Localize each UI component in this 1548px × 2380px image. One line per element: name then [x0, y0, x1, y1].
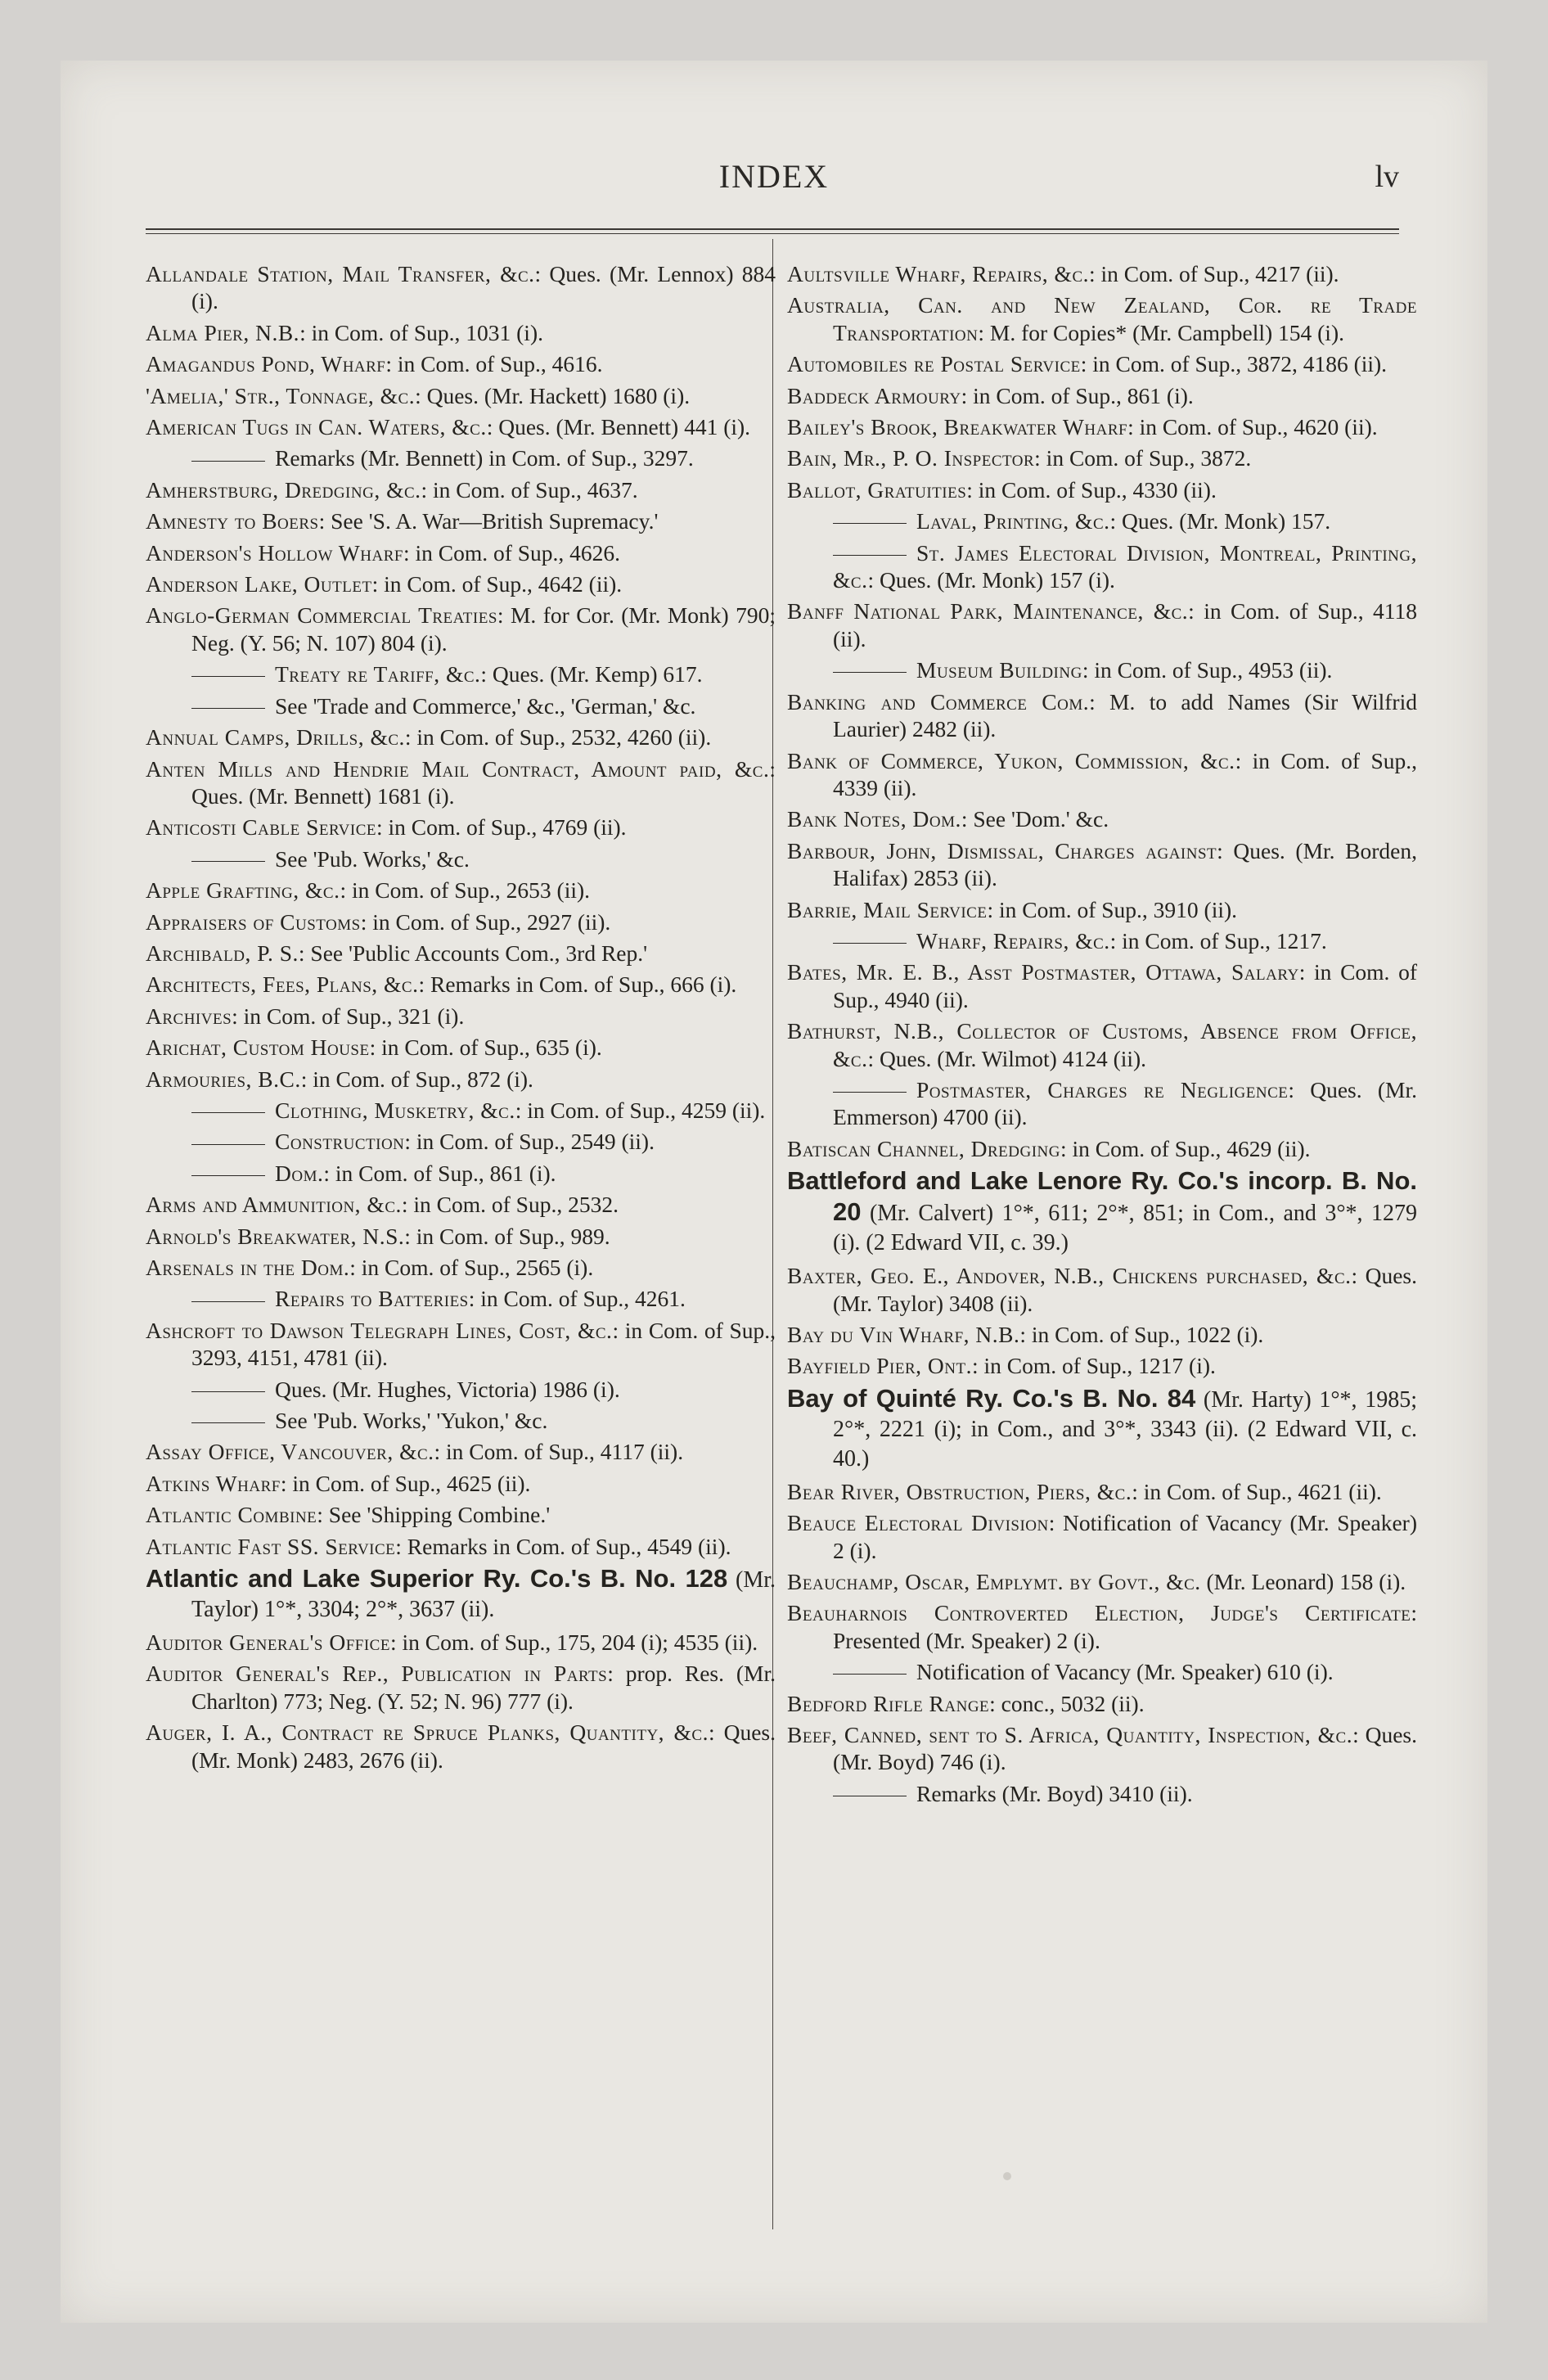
entry-heading: Atlantic Fast SS. Service	[146, 1533, 396, 1559]
entry-heading: St. James Electoral Division, Montreal, Printing, &c.	[833, 539, 1417, 593]
index-subentry	[146, 1128, 776, 1155]
entry-reference: : M. for Cor. (Mr. Monk) 790; Neg. (Y. 56; N. 107) 804 (i).	[191, 602, 776, 656]
entry-reference: : in Com. of Sup., 872 (i).	[300, 1066, 533, 1092]
entry-heading: Amnesty to Boers	[146, 508, 319, 534]
index-entry	[787, 260, 1417, 287]
entry-reference: See 'Pub. Works,' &c.	[275, 845, 470, 872]
entry-reference: (Mr. Taylor) 1°*, 3304; 2°*, 3637 (ii).	[191, 1567, 776, 1623]
entry-reference: : See 'Public Accounts Com., 3rd Rep.'	[298, 940, 648, 966]
entry-reference: : in Com. of Sup., 4642 (ii).	[371, 571, 623, 597]
entry-heading: Armouries, B.C.	[146, 1066, 301, 1092]
entry-reference: : in Com. of Sup., 3872, 4186 (ii).	[1080, 351, 1388, 377]
ditto-dash	[191, 1391, 265, 1392]
index-entry	[146, 1533, 776, 1560]
index-entry	[787, 1384, 1417, 1474]
entry-heading: Alma Pier, N.B.	[146, 319, 300, 345]
entry-reference: : in Com. of Sup., 321 (i).	[232, 1003, 465, 1029]
index-subentry	[146, 1097, 776, 1124]
entry-heading: Barrie, Mail Service	[787, 896, 988, 922]
ditto-dash	[833, 672, 907, 673]
entry-heading: Atkins Wharf	[146, 1470, 281, 1496]
entry-heading: Atlantic Combine	[146, 1502, 317, 1528]
entry-reference: Remarks (Mr. Boyd) 3410 (ii).	[916, 1780, 1193, 1806]
entry-heading: Beef, Canned, sent to S. Africa, Quantity, Inspection, &c.	[787, 1722, 1353, 1748]
index-entry	[787, 896, 1417, 923]
index-entry	[146, 908, 776, 935]
entry-reference: : in Com. of Sup., 175, 204 (i); 4535 (ii).	[389, 1629, 758, 1656]
entry-reference: : in Com. of Sup., 861 (i).	[961, 382, 1194, 408]
entry-heading: Banking and Commerce Com.	[787, 688, 1090, 714]
entry-reference: Notification of Vacancy (Mr. Speaker) 610 (i).	[916, 1659, 1334, 1685]
index-entry	[146, 413, 776, 440]
index-entry	[787, 597, 1417, 652]
entry-reference: : in Com. of Sup., 4616.	[385, 351, 603, 377]
right-column	[787, 260, 1417, 1811]
index-entry	[787, 1478, 1417, 1505]
index-entry	[146, 476, 776, 503]
entry-heading: Bates, Mr. E. B., Asst Postmaster, Ottawa, Salary	[787, 959, 1299, 985]
entry-heading: Clothing, Musketry, &c.	[275, 1097, 515, 1123]
index-subentry	[787, 656, 1417, 683]
index-entry	[146, 1191, 776, 1218]
entry-reference: : in Com. of Sup., 2549 (ii).	[404, 1129, 655, 1155]
entry-reference: : in Com. of Sup., 3293, 4151, 4781 (ii).	[191, 1317, 776, 1371]
index-entry	[787, 444, 1417, 471]
index-entry	[787, 382, 1417, 409]
entry-reference: : in Com. of Sup., 635 (i).	[369, 1034, 602, 1061]
entry-heading: Bear River, Obstruction, Piers, &c.	[787, 1478, 1132, 1504]
entry-reference: : in Com. of Sup., 1022 (i).	[1019, 1322, 1264, 1347]
entry-heading: Auger, I. A., Contract re Spruce Planks, Quantity, &c.	[146, 1720, 709, 1746]
index-entry	[787, 747, 1417, 802]
index-entry	[146, 971, 776, 998]
entry-heading: Anten Mills and Hendrie Mail Contract, Amount paid, &c.	[146, 755, 770, 782]
entry-reference: (Mr. Calvert) 1°*, 611; 2°*, 851; in Com., and 3°*, 1279 (i). (2 Edward VII, c. 39.)	[833, 1201, 1417, 1256]
ditto-dash	[833, 555, 907, 556]
entry-reference: : in Com. of Sup., 1031 (i).	[299, 319, 543, 345]
entry-heading: Anglo-German Commercial Treaties	[146, 602, 497, 629]
paper-spot	[1003, 2172, 1011, 2180]
index-subentry	[787, 1780, 1417, 1807]
entry-reference: : Remarks in Com. of Sup., 666 (i).	[418, 971, 737, 998]
entry-reference: : in Com. of Sup., 4118 (ii).	[833, 598, 1417, 651]
index-entry	[787, 1166, 1417, 1258]
entry-reference: : in Com. of Sup., 4217 (ii).	[1089, 261, 1339, 286]
index-entry	[146, 382, 776, 409]
entry-reference: : Notification of Vacancy (Mr. Speaker) 2 (i).	[833, 1510, 1417, 1563]
index-entry	[787, 1690, 1417, 1717]
entry-reference: : Ques. (Mr. Bennett) 441 (i).	[486, 414, 751, 440]
index-entry	[146, 723, 776, 751]
entry-reference: : in Com. of Sup., 4953 (ii).	[1082, 657, 1333, 683]
entry-reference: : Ques. (Mr. Borden, Halifax) 2853 (ii).	[833, 837, 1417, 891]
entry-reference: Remarks (Mr. Bennett) in Com. of Sup., 3297.	[275, 445, 694, 471]
entry-heading: Repairs to Batteries	[275, 1286, 469, 1312]
index-entry	[146, 260, 776, 315]
index-entry	[146, 570, 776, 597]
entry-reference: : in Com. of Sup., 3872.	[1034, 445, 1252, 471]
entry-heading: Bain, Mr., P. O. Inspector	[787, 445, 1035, 471]
entry-heading: Baxter, Geo. E., Andover, N.B., Chickens purchased, &c.	[787, 1263, 1352, 1289]
index-subentry	[146, 845, 776, 872]
entry-reference: : in Com. of Sup., 861 (i).	[323, 1160, 556, 1186]
index-entry	[787, 1568, 1417, 1595]
index-entry	[787, 413, 1417, 440]
entry-reference: : in Com. of Sup., 4117 (ii).	[434, 1439, 684, 1465]
index-entry	[787, 805, 1417, 832]
ditto-dash	[191, 1422, 265, 1423]
entry-reference: : in Com. of Sup., 2532.	[401, 1192, 619, 1218]
index-entry	[146, 1066, 776, 1093]
entry-heading: Wharf, Repairs, &c.	[916, 927, 1110, 953]
entry-heading: Bay du Vin Wharf, N.B.	[787, 1322, 1020, 1347]
entry-heading: Archibald, P. S.	[146, 940, 299, 966]
ditto-dash	[191, 1112, 265, 1113]
entry-reference: : Remarks in Com. of Sup., 4549 (ii).	[395, 1533, 731, 1559]
entry-reference: See 'Pub. Works,' 'Yukon,' &c.	[275, 1408, 548, 1434]
index-entry	[146, 814, 776, 841]
index-subentry	[146, 1285, 776, 1312]
ditto-dash	[191, 861, 265, 862]
index-entry	[787, 688, 1417, 743]
index-entry	[787, 1135, 1417, 1162]
index-entry	[787, 1721, 1417, 1776]
entry-heading: Arichat, Custom House	[146, 1034, 370, 1061]
page-number: lv	[1375, 160, 1399, 194]
index-entry	[146, 1719, 776, 1774]
page-header	[61, 157, 1487, 206]
entry-reference: : in Com. of Sup., 4620 (ii).	[1127, 414, 1378, 440]
entry-reference: See 'Trade and Commerce,' &c., 'German,' &c.	[275, 692, 696, 719]
entry-heading: Apple Grafting, &c.	[146, 877, 340, 904]
entry-reference: : See 'Dom.' &c.	[961, 806, 1109, 832]
entry-heading: Arnold's Breakwater, N.S.	[146, 1223, 405, 1249]
index-entry	[787, 1017, 1417, 1072]
ditto-dash	[833, 523, 907, 524]
entry-heading: Laval, Printing, &c.	[916, 508, 1110, 534]
entry-reference: : Ques. (Mr. Wilmot) 4124 (ii).	[867, 1045, 1147, 1071]
entry-heading: Barbour, John, Dismissal, Charges against	[787, 837, 1217, 863]
entry-heading: Bedford Rifle Range	[787, 1690, 990, 1716]
entry-heading: Bayfield Pier, Ont.	[787, 1353, 972, 1379]
index-entry	[146, 1470, 776, 1497]
index-entry	[146, 1438, 776, 1465]
index-subentry	[146, 692, 776, 719]
entry-reference: : Ques. (Mr. Bennett) 1681 (i).	[191, 755, 776, 809]
entry-heading: Beauchamp, Oscar, Emplymt. by Govt., &c.	[787, 1569, 1201, 1595]
entry-heading: Batiscan Channel, Dredging	[787, 1135, 1060, 1161]
entry-reference: : Ques. (Mr. Kemp) 617.	[480, 661, 703, 687]
index-entry	[146, 507, 776, 534]
entry-heading: Allandale Station, Mail Transfer, &c.	[146, 261, 535, 286]
entry-reference: : in Com. of Sup., 4940 (ii).	[833, 959, 1418, 1012]
entry-heading: Anderson's Hollow Wharf	[146, 539, 403, 566]
index-entry	[787, 1509, 1417, 1564]
entry-heading: Banff National Park, Maintenance, &c.	[787, 598, 1189, 624]
entry-reference: : M. for Copies* (Mr. Campbell) 154 (i).	[978, 319, 1344, 345]
index-page	[61, 61, 1487, 2323]
entry-heading: Arms and Ammunition, &c.	[146, 1192, 402, 1218]
entry-reference: : Ques. (Mr. Lennox) 884 (i).	[191, 261, 776, 314]
entry-reference: : in Com. of Sup., 2532, 4260 (ii).	[404, 724, 712, 751]
index-entry	[146, 940, 776, 967]
entry-reference: : in Com. of Sup., 1217 (i).	[971, 1353, 1216, 1379]
left-column	[146, 260, 776, 1778]
entry-reference: : See 'Shipping Combine.'	[317, 1502, 551, 1528]
entry-reference: : in Com. of Sup., 4330 (ii).	[966, 476, 1217, 503]
entry-heading: Bank of Commerce, Yukon, Commission, &c.	[787, 747, 1235, 773]
index-entry	[787, 837, 1417, 892]
index-entry	[787, 350, 1417, 377]
index-entry	[146, 1317, 776, 1372]
entry-heading: Anticosti Cable Service	[146, 814, 376, 841]
ditto-dash	[833, 1674, 907, 1675]
entry-heading: Bank Notes, Dom.	[787, 806, 961, 832]
entry-reference: : in Com. of Sup., 4626.	[403, 539, 621, 566]
entry-heading: Amherstburg, Dredging, &c.	[146, 476, 421, 503]
entry-heading: American Tugs in Can. Waters, &c.	[146, 414, 487, 440]
ditto-dash	[191, 461, 265, 462]
entry-reference: : in Com. of Sup., 1217.	[1109, 927, 1327, 953]
index-entry	[146, 319, 776, 346]
entry-reference: : in Com. of Sup., 4259 (ii).	[515, 1097, 766, 1123]
entry-reference: : in Com. of Sup., 4625 (ii).	[280, 1470, 531, 1496]
entry-heading: Australia, Can. and New Zealand, Cor. re Trade Transportation	[787, 292, 1417, 345]
index-subentry	[787, 927, 1417, 954]
entry-reference: : M. to add Names (Sir Wilfrid Laurier) 2482 (ii).	[833, 688, 1417, 742]
index-entry	[787, 1599, 1417, 1654]
entry-heading: Anderson Lake, Outlet	[146, 571, 372, 597]
index-entry	[146, 539, 776, 566]
index-subentry	[146, 1376, 776, 1403]
entry-heading: Annual Camps, Drills, &c.	[146, 724, 405, 751]
entry-heading: Museum Building	[916, 657, 1082, 683]
index-entry	[146, 1223, 776, 1250]
index-entry	[787, 1321, 1417, 1348]
entry-reference: : Ques. (Mr. Monk) 157.	[1109, 508, 1331, 534]
index-subentry	[787, 1658, 1417, 1685]
entry-heading: Amagandus Pond, Wharf	[146, 351, 386, 377]
entry-reference: : in Com. of Sup., 2927 (ii).	[360, 908, 611, 935]
entry-reference: : in Com. of Sup., 4637.	[421, 476, 638, 503]
index-subentry	[787, 539, 1417, 594]
entry-heading: Assay Office, Vancouver, &c.	[146, 1439, 434, 1465]
entry-heading: 'Amelia,' Str., Tonnage, &c.	[146, 382, 416, 408]
entry-heading: Architects, Fees, Plans, &c.	[146, 971, 419, 998]
ditto-dash	[191, 1301, 265, 1302]
index-subentry	[146, 1160, 776, 1187]
entry-reference: (Mr. Leonard) 158 (i).	[1200, 1569, 1406, 1595]
index-entry	[146, 1254, 776, 1281]
page-title: INDEX	[718, 158, 830, 195]
entry-heading: Baddeck Armoury	[787, 382, 961, 408]
entry-reference: : conc., 5032 (ii).	[989, 1690, 1145, 1716]
entry-heading: Archives	[146, 1003, 232, 1029]
index-entry	[146, 602, 776, 656]
ditto-dash	[833, 1092, 907, 1093]
entry-reference: : in Com. of Sup., 989.	[404, 1223, 610, 1249]
index-entry	[787, 958, 1417, 1013]
entry-heading: Beauce Electoral Division	[787, 1510, 1049, 1536]
entry-heading: Beauharnois Controverted Election, Judge's Certificate	[787, 1600, 1411, 1626]
entry-reference: : Ques. (Mr. Hackett) 1680 (i).	[415, 382, 691, 408]
entry-reference: : prop. Res. (Mr. Charlton) 773; Neg. (Y. 52; N. 96) 777 (i).	[191, 1661, 776, 1714]
entry-heading: Automobiles re Postal Service	[787, 351, 1081, 377]
entry-reference: : in Com. of Sup., 4621 (ii).	[1132, 1478, 1382, 1504]
entry-heading: Appraisers of Customs	[146, 908, 361, 935]
ditto-dash	[191, 676, 265, 677]
entry-heading: Bathurst, N.B., Collector of Customs, Absence from Office, &c.	[787, 1018, 1417, 1071]
index-entry	[146, 1034, 776, 1061]
ditto-dash	[833, 943, 907, 944]
entry-reference: : Ques. (Mr. Emmerson) 4700 (ii).	[833, 1076, 1417, 1130]
entry-reference: : Ques. (Mr. Monk) 2483, 2676 (ii).	[191, 1720, 776, 1773]
entry-heading: Treaty re Tariff, &c.	[275, 661, 481, 687]
entry-reference: : in Com. of Sup., 4339 (ii).	[833, 747, 1417, 800]
entry-reference: : in Com. of Sup., 4769 (ii).	[376, 814, 627, 841]
entry-heading: Construction	[275, 1129, 405, 1155]
index-entry	[146, 350, 776, 377]
index-subentry	[787, 507, 1417, 534]
entry-reference: : See 'S. A. War—British Supremacy.'	[318, 508, 659, 534]
entry-reference: (Mr. Harty) 1°*, 1985; 2°*, 2221 (i); in Com., and 3°*, 3343 (ii). (2 Edward VII, c. 40.)	[833, 1386, 1417, 1472]
entry-heading: Bailey's Brook, Breakwater Wharf	[787, 414, 1128, 440]
entry-reference: Ques. (Mr. Hughes, Victoria) 1986 (i).	[275, 1376, 620, 1402]
index-entry	[787, 1262, 1417, 1317]
index-subentry	[787, 1076, 1417, 1131]
index-entry	[787, 1352, 1417, 1379]
index-entry	[146, 1660, 776, 1715]
index-entry	[146, 755, 776, 810]
index-entry	[146, 1501, 776, 1528]
index-subentry	[146, 1407, 776, 1434]
entry-reference: : in Com. of Sup., 3910 (ii).	[987, 896, 1238, 922]
entry-heading: Ashcroft to Dawson Telegraph Lines, Cost, &c.	[146, 1317, 613, 1343]
ditto-dash	[191, 1144, 265, 1145]
entry-heading: Auditor General's Rep., Publication in Parts	[146, 1661, 608, 1687]
entry-reference: : Ques. (Mr. Boyd) 746 (i).	[833, 1722, 1417, 1775]
entry-heading: Aultsville Wharf, Repairs, &c.	[787, 261, 1089, 286]
entry-heading: Postmaster, Charges re Negligence	[916, 1076, 1289, 1102]
ditto-dash	[191, 708, 265, 709]
entry-heading: Ballot, Gratuities	[787, 476, 967, 503]
entry-heading: Atlantic and Lake Superior Ry. Co.'s B. No. 128	[146, 1564, 728, 1593]
entry-reference: : Presented (Mr. Speaker) 2 (i).	[833, 1600, 1417, 1653]
entry-reference: : in Com. of Sup., 4261.	[468, 1286, 686, 1312]
index-subentry	[146, 444, 776, 471]
index-subentry	[146, 660, 776, 687]
entry-heading: Auditor General's Office	[146, 1629, 390, 1656]
index-entry	[146, 1003, 776, 1030]
header-rule	[146, 228, 1399, 234]
entry-reference: : in Com. of Sup., 4629 (ii).	[1060, 1135, 1311, 1161]
entry-heading: Battleford and Lake Lenore Ry. Co.'s incorp. B. No. 20	[787, 1166, 1417, 1227]
entry-reference: : Ques. (Mr. Monk) 157 (i).	[867, 567, 1115, 593]
index-entry	[787, 476, 1417, 503]
entry-heading: Bay of Quinté Ry. Co.'s B. No. 84	[787, 1383, 1196, 1413]
entry-reference: : Ques. (Mr. Taylor) 3408 (ii).	[833, 1263, 1417, 1316]
entry-reference: : in Com. of Sup., 2565 (i).	[349, 1255, 594, 1280]
ditto-dash	[191, 1175, 265, 1176]
entry-reference: : in Com. of Sup., 2653 (ii).	[340, 877, 591, 904]
index-entry	[146, 1629, 776, 1656]
entry-heading: Arsenals in the Dom.	[146, 1255, 350, 1280]
index-entry	[146, 1564, 776, 1625]
index-entry	[787, 291, 1417, 346]
entry-heading: Dom.	[275, 1160, 324, 1186]
index-entry	[146, 877, 776, 904]
